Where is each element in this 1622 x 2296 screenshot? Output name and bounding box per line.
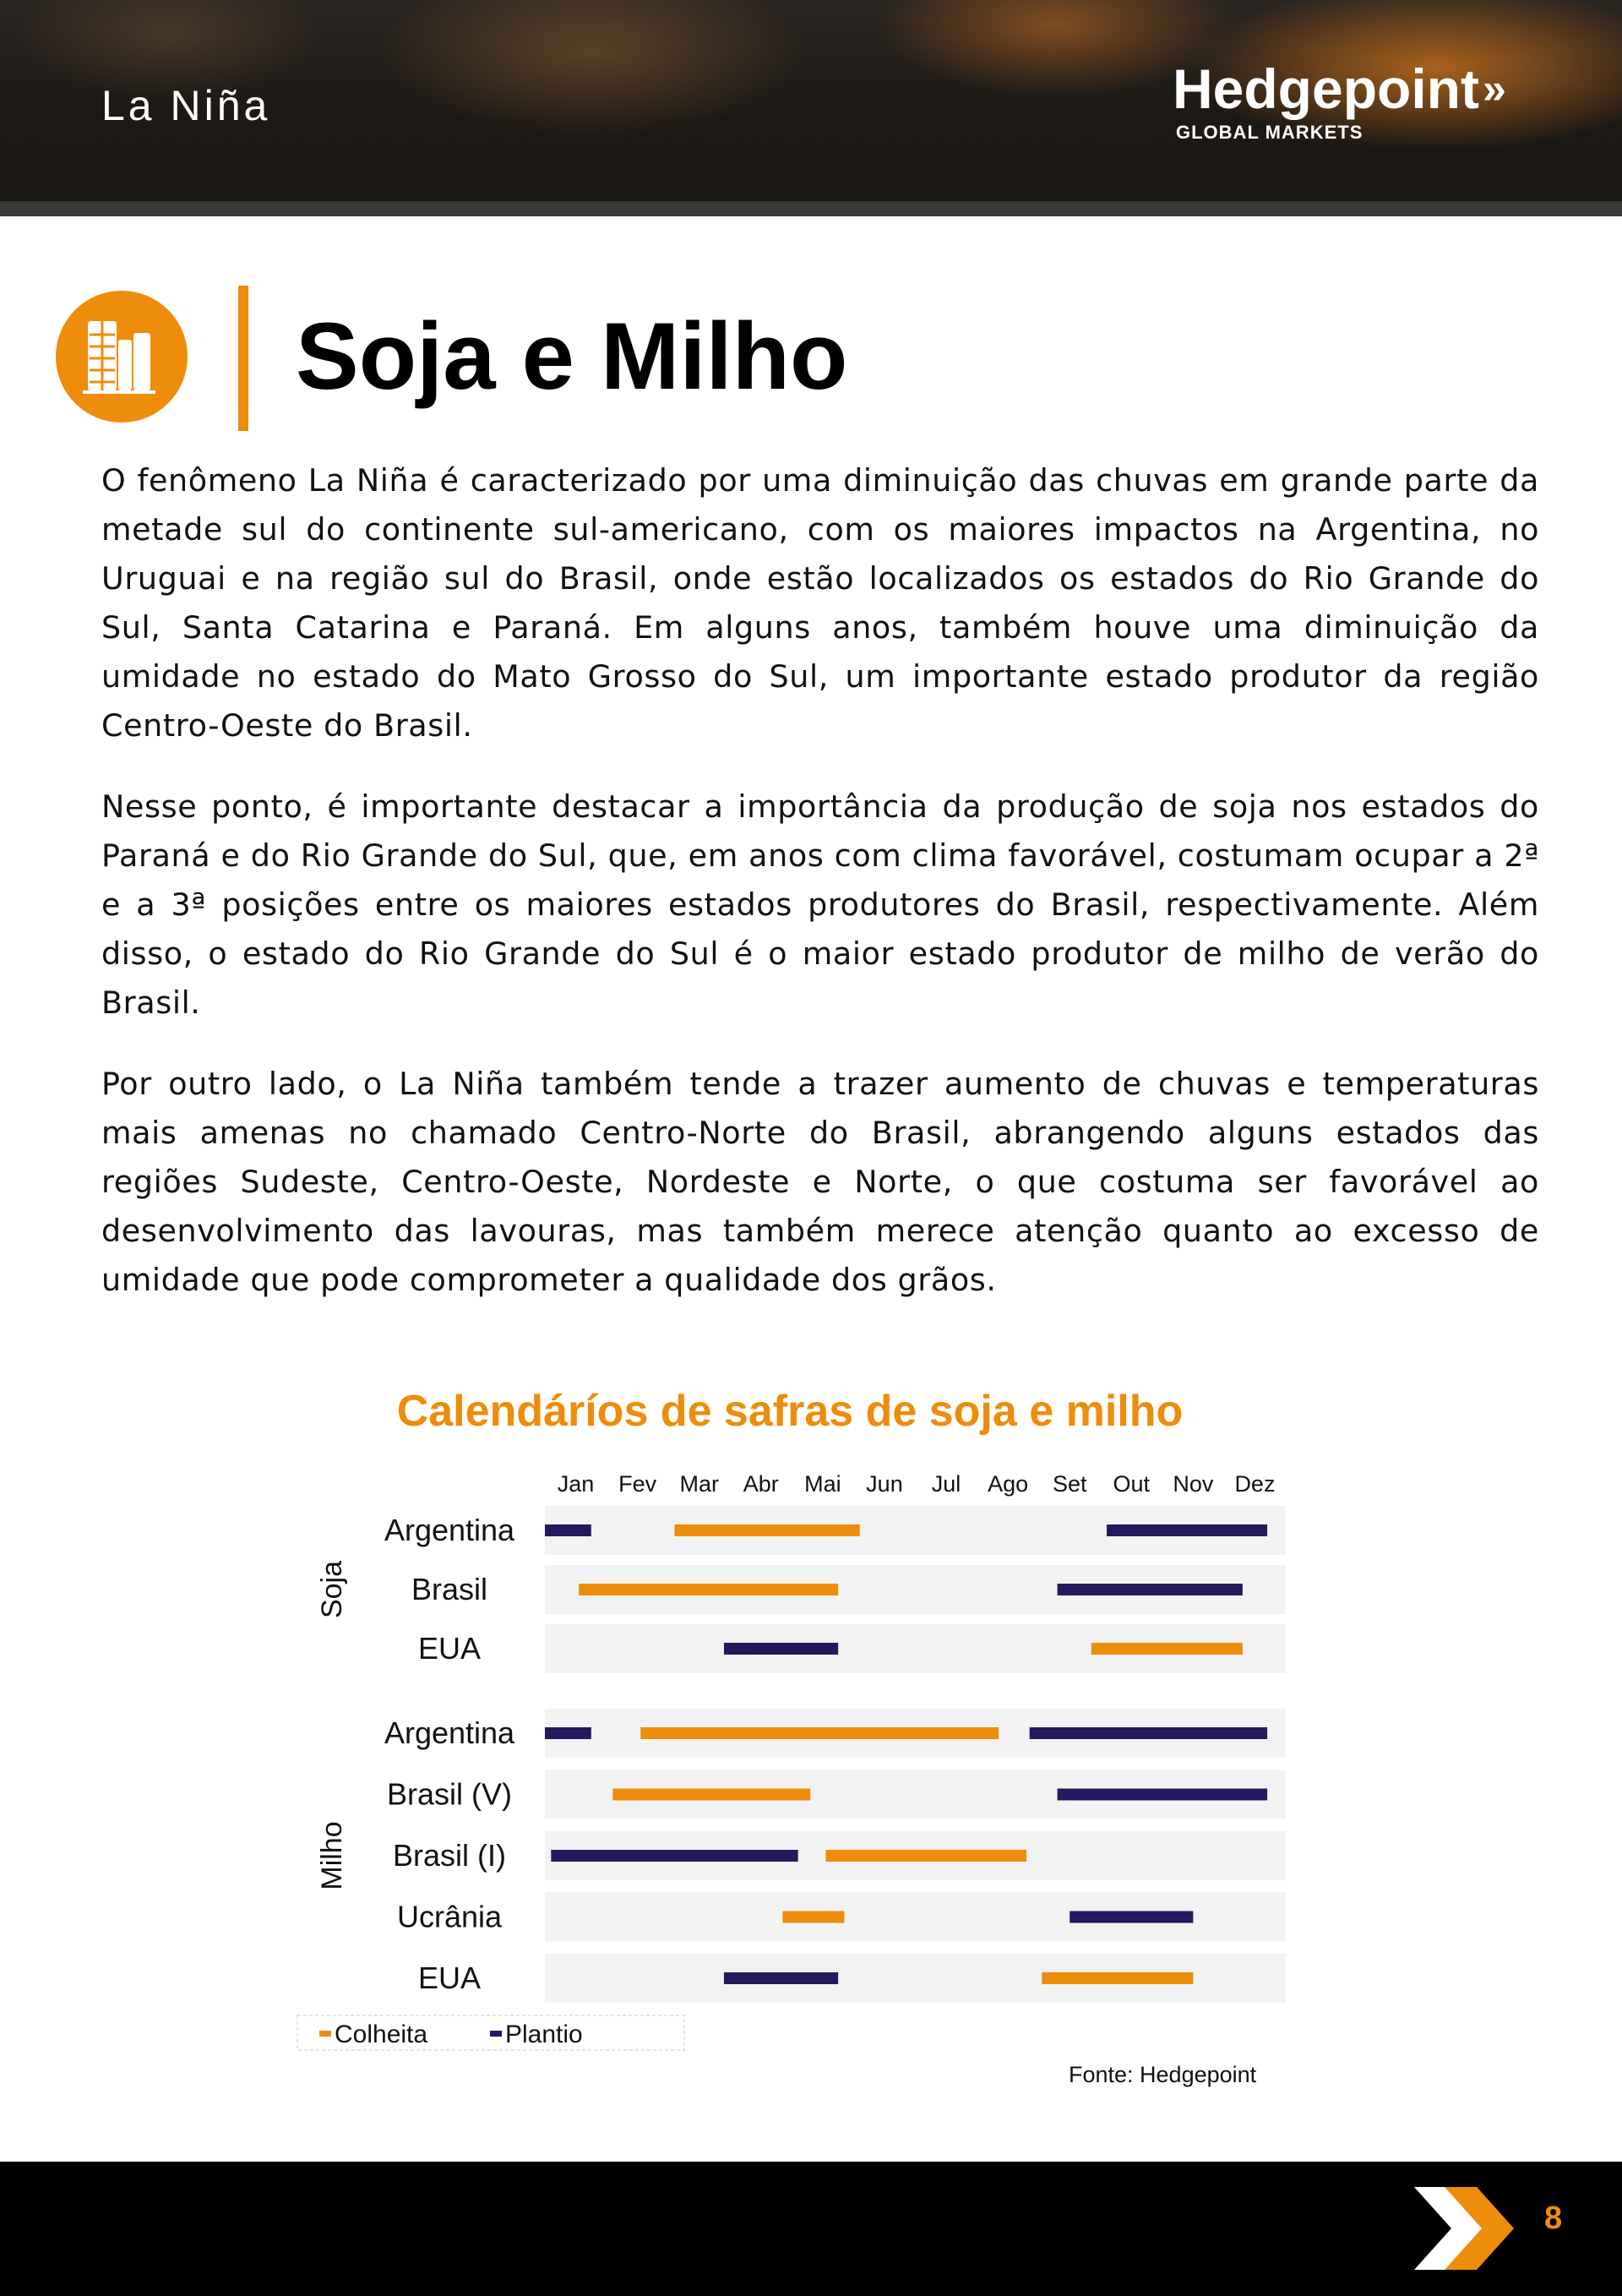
month-label: Jul [931, 1471, 961, 1497]
legend-label: Plantio [505, 2021, 583, 2048]
header-banner [0, 0, 1622, 201]
row-label: Brasil (I) [393, 1838, 506, 1873]
chart-title: Calendáríos de safras de soja e milho [396, 1387, 1184, 1436]
page-number: 8 [1544, 2201, 1563, 2236]
planting-bar [545, 1524, 591, 1536]
row-label: Argentina [384, 1715, 515, 1750]
planting-bar [1058, 1584, 1243, 1595]
brand-subtitle: GLOBAL MARKETS [1176, 122, 1363, 143]
harvest-bar [640, 1727, 999, 1739]
month-label: Jan [557, 1471, 595, 1497]
month-label: Mar [679, 1471, 719, 1497]
planting-bar [1107, 1524, 1267, 1536]
legend-planting-swatch [490, 2031, 502, 2037]
footer-bar [0, 2162, 1622, 2296]
brand-arrows-icon: » [1482, 65, 1506, 112]
crop-calendar-chart [0, 1453, 1622, 2062]
chart-source: Fonte: Hedgepoint [1069, 2062, 1257, 2087]
group-label: Soja [315, 1560, 348, 1619]
section-title: La Niña [101, 82, 271, 129]
month-label: Fev [618, 1471, 657, 1497]
article-body [101, 456, 1539, 1337]
month-label: Nov [1173, 1471, 1214, 1497]
planting-bar [551, 1850, 797, 1862]
planting-bar [724, 1972, 838, 1984]
row-label: EUA [417, 1961, 482, 1995]
header-divider [0, 201, 1622, 216]
month-label: Ago [988, 1471, 1029, 1497]
row-label: Argentina [384, 1513, 515, 1547]
planting-bar [545, 1727, 591, 1739]
paragraph-3: Por outro lado, o La Niña também tende a trazer aumento de chuvas e temperaturas mais amenas no chamado Centro-Norte do Brasil, abrangendo alguns estados das regiões Sudeste, Centro-Oeste, Nordeste e Norte, o que costuma ser favorável ao desenvolvimento das lavouras, mas também merece atenção quanto ao excesso de umidade que pode comprometer a qualidade dos grãos. [101, 1066, 1539, 1298]
planting-bar [724, 1643, 838, 1655]
brand-name: Hedgepoint [1173, 57, 1479, 120]
month-label: Dez [1234, 1471, 1276, 1497]
harvest-bar [782, 1912, 844, 1923]
row-label: Brasil [411, 1572, 488, 1606]
paragraph-1: O fenômeno La Niña é caracterizado por uma diminuição das chuvas em grande parte da metade sul do continente sul-americano, com os maiores impactos na Argentina, no Uruguai e na região sul do Brasil, onde estão localizados os estados do Rio Grande do Sul, Santa Catarina e Paraná. Em alguns anos, também houve uma diminuição da umidade no estado do Mato Grosso do Sul, um importante estado produtor da região Centro-Oeste do Brasil. [101, 462, 1539, 744]
paragraph-2: Nesse ponto, é importante destacar a importância da produção de soja nos estados do Paraná e do Rio Grande do Sul, que, em anos com clima favorável, costumam ocupar a 2ª e a 3ª posições entre os maiores estados produtores do Brasil, respectivamente. Além disso, o estado do Rio Grande do Sul é o maior estado produtor de milho de verão do Brasil. [101, 788, 1539, 1021]
month-label: Mai [804, 1471, 841, 1497]
legend-harvest-swatch [319, 2031, 331, 2037]
planting-bar [1030, 1727, 1267, 1739]
row-label: Brasil (V) [386, 1776, 513, 1812]
harvest-bar [612, 1789, 810, 1801]
title-accent-bar [238, 286, 248, 431]
harvest-bar [579, 1584, 838, 1595]
month-label: Abr [743, 1471, 779, 1497]
harvest-bar [674, 1524, 859, 1536]
harvest-bar [1091, 1643, 1243, 1655]
planting-bar [1070, 1912, 1193, 1923]
page-title: Soja e Milho [296, 303, 848, 409]
double-chevron-icon [1409, 2182, 1519, 2275]
month-label: Jun [866, 1471, 903, 1497]
month-label: Out [1113, 1471, 1151, 1497]
row-label: EUA [417, 1631, 482, 1666]
harvest-bar [1042, 1972, 1193, 1984]
group-label: Milho [315, 1821, 348, 1890]
row-label: Ucrânia [396, 1899, 503, 1934]
brand-name-row [1173, 57, 1506, 120]
grain-silo-icon [56, 291, 188, 423]
brand-logo [1173, 57, 1506, 144]
month-label: Set [1052, 1471, 1087, 1497]
planting-bar [1058, 1789, 1267, 1801]
harvest-bar [826, 1850, 1027, 1862]
legend-label: Colheita [335, 2021, 428, 2048]
